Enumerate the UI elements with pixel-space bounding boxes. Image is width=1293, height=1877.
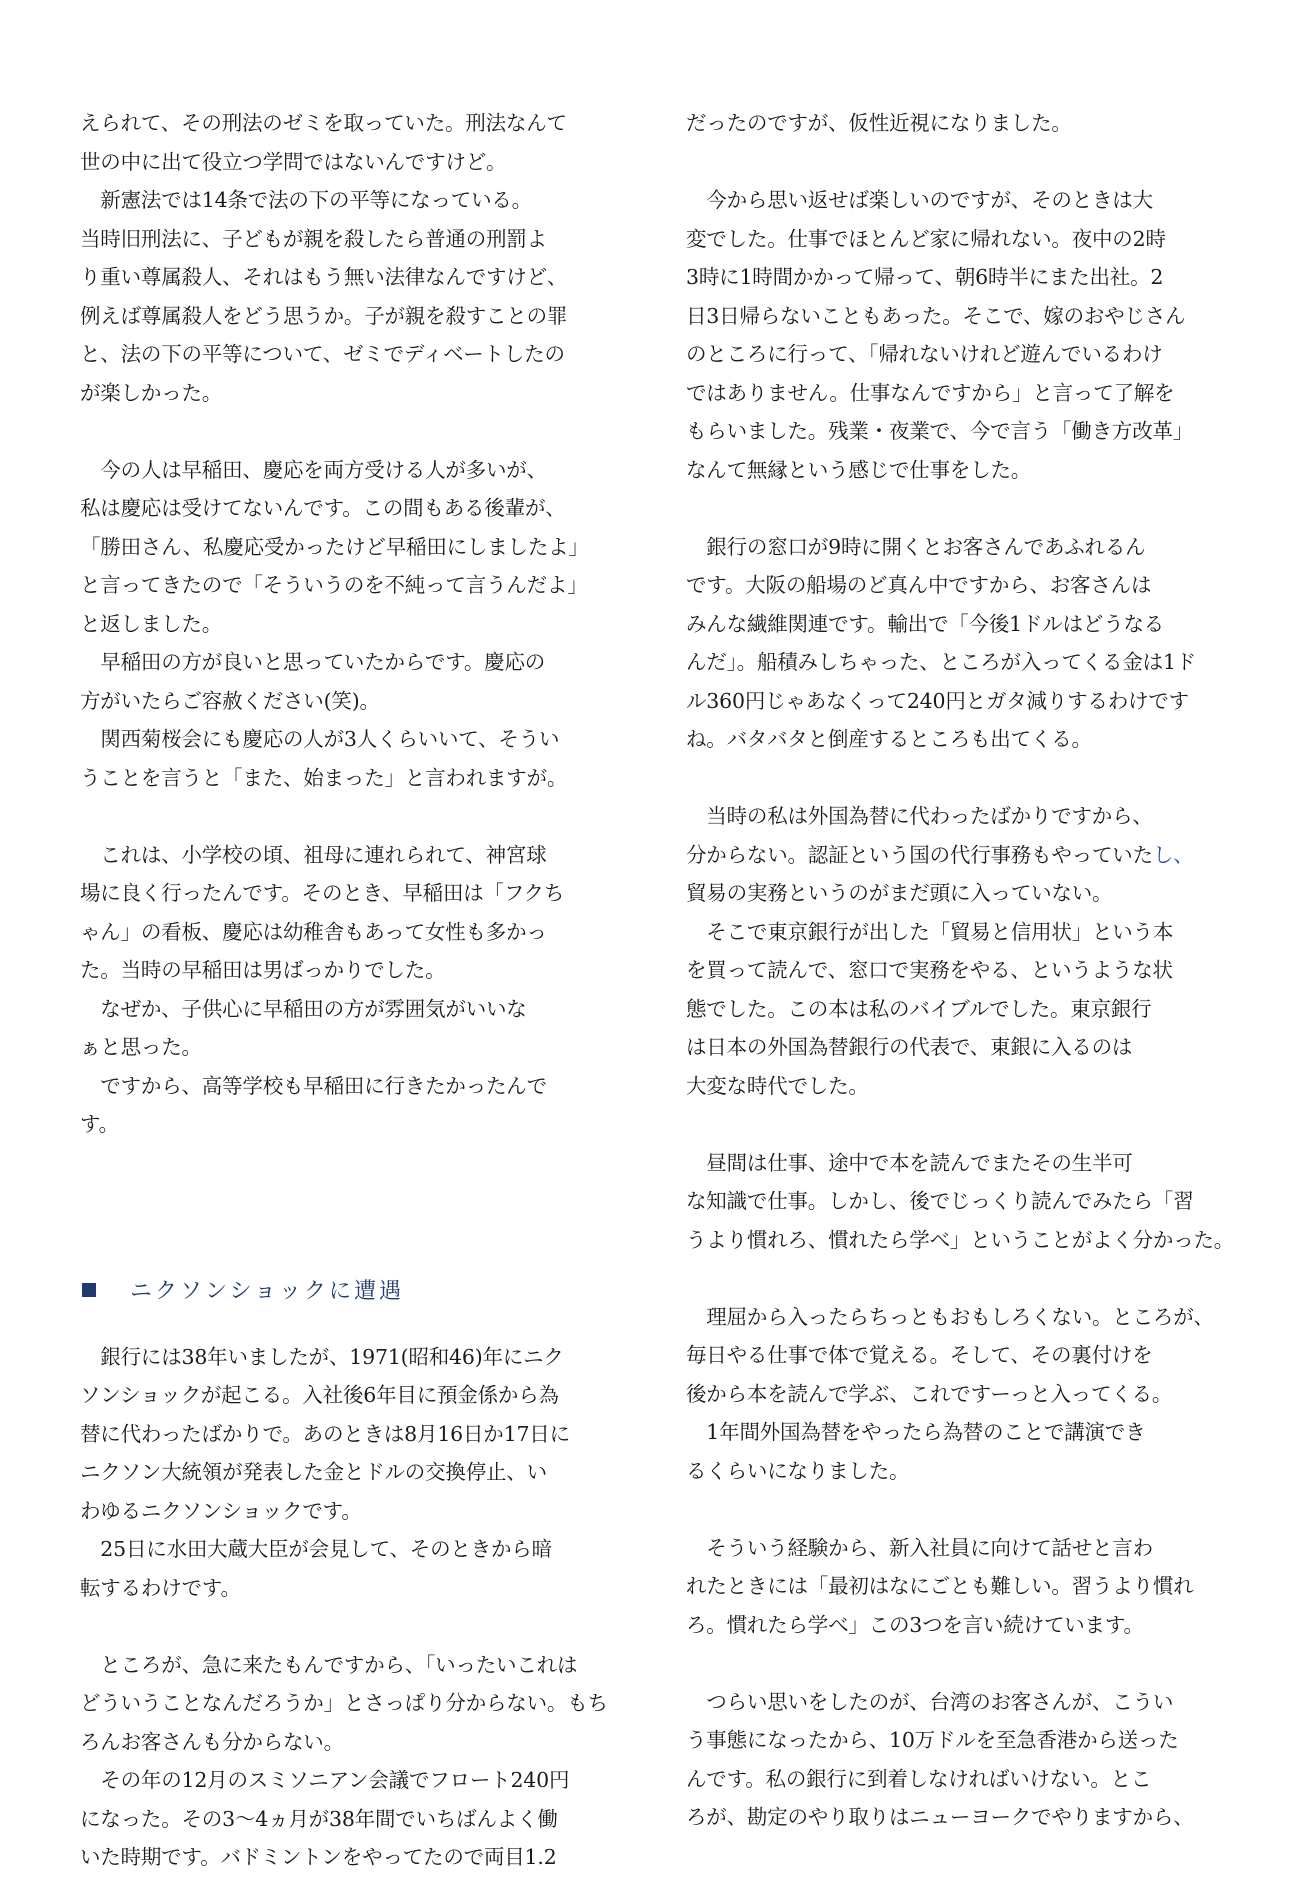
text-line: 銀行には38年いましたが、1971(昭和46)年にニク [80,1344,564,1369]
text-line: ではありません。仕事なんですから」と言って了解を [686,380,1175,405]
text-line: いた時期です。バドミントンをやってたので両目1.2 [80,1845,557,1869]
text-line: 1年間外国為替をやったら為替のことで講演でき [686,1420,1146,1444]
text-line: な知識で仕事。しかし、後でじっくり読んでみたら「習 [686,1189,1194,1213]
text-line: んだ」。船積みしちゃった、ところが入ってくる金は1ド [686,650,1197,674]
text-line: わゆるニクソンショックです。 [80,1498,362,1523]
text-line: るくらいになりました。 [686,1458,910,1483]
spacer [686,1259,1216,1298]
text-line: と返しました。 [80,611,223,636]
text-line: 新憲法では14条で法の下の平等になっている。 [80,188,532,212]
spacer [686,489,1216,528]
text-line: 早稲田の方が良いと思っていたからです。慶応の [80,650,546,674]
text-line: り重い尊属殺人、それはもう無い法律なんですけど、 [80,265,568,289]
section-title: ニクソンショックに遭遇 [130,1279,405,1304]
text-line: 昼間は仕事、途中で本を読んでまたその生半可 [686,1150,1133,1175]
paragraph [686,1144,1235,1260]
right-column [686,104,1235,1837]
text-line: と、法の下の平等について、ゼミでディベートしたの [80,342,565,366]
text-line: 25日に水田大蔵大臣が会見して、そのときから暗 [80,1537,552,1561]
spacer [686,1490,1216,1529]
text-line: なぜか、子供心に早稲田の方が雰囲気がいいな [80,996,527,1021]
text-line: 方がいたらご容赦ください(笑)。 [80,688,380,713]
text-line: ろが、勘定のやり取りはニューヨークでやりますから、 [686,1805,1194,1829]
text-line: ね。バタバタと倒産するところも出てくる。 [686,727,1092,751]
text-line: 銀行の窓口が9時に開くとお客さんであふれるん [686,534,1146,559]
paragraph [686,1298,1216,1491]
text-line: 世の中に出て役立つ学問ではないんですけど。 [80,149,507,174]
paragraph [686,1529,1216,1645]
text-line: 私は慶応は受けてないんです。この間もある後輩が、 [80,496,566,520]
text-line: その年の12月のスミソニアン会議でフロート240円 [80,1768,570,1792]
text-line: です。大阪の船場のど真ん中ですから、お客さんは [686,573,1152,597]
text-line: 後から本を読んで学ぶ、これですーっと入ってくる。 [686,1381,1173,1406]
text-line: れたときには「最初はなにごとも難しい。習うより慣れ [686,1574,1194,1598]
text-line: 大変な時代でした。 [686,1073,869,1098]
text-line: ゃん」の看板、慶応は幼稚舎もあって女性も多かっ [80,919,547,944]
text-line: なんて無縁という感じで仕事をした。 [686,457,1032,482]
text-line [686,836,1216,875]
text-line: 毎日やる仕事で体で覚える。そして、その裏付けを [686,1343,1153,1367]
text-line: ろ。慣れたら学べ」この3つを言い続けています。 [686,1612,1144,1637]
text-line: 例えば尊属殺人をどう思うか。子が親を殺すことの罪 [80,303,568,328]
text-line: 貿易の実務というのがまだ頭に入っていない。 [686,881,1113,905]
spacer [686,759,1216,798]
spacer [80,1144,610,1260]
text-line: えられて、その刑法のゼミを取っていた。刑法なんて [80,111,567,135]
text-segment: 分からない。認証という国の代行事務もやっていた [686,842,1153,867]
text-line: うことを言うと「また、始まった」と言われますが。 [80,765,568,790]
text-line: 3時に1時間かかって帰って、朝6時半にまた出社。2 [686,265,1164,289]
text-line: 場に良く行ったんです。そのとき、早稲田は「フクち [80,881,565,905]
text-line: 今から思い返せば楽しいのですが、そのときは大 [686,188,1153,212]
text-line: す。 [80,1112,119,1136]
text-line: ぁと思った。 [80,1035,202,1059]
text-line: うより慣れろ、慣れたら学べ」ということがよく分かった。 [686,1227,1235,1252]
text-line: と言ってきたので「そういうのを不純って言うんだよ」 [80,573,588,597]
text-line: そういう経験から、新入社員に向けて話せと言わ [686,1535,1153,1560]
text-line: 当時旧刑法に、子どもが親を殺したら普通の刑罰よ [80,226,547,251]
text-line: ところが、急に来たもんですから、「いったいこれは [80,1652,578,1677]
text-line: は日本の外国為替銀行の代表で、東銀に入るのは [686,1035,1133,1059]
paragraph [686,797,1216,1105]
section-heading [80,1260,610,1320]
text-line: つらい思いをしたのが、台湾のお客さんが、こうい [686,1689,1174,1714]
text-line: みんな繊維関連です。輸出で「今後1ドルはどうなる [686,611,1165,636]
text-line: 転するわけです。 [80,1575,241,1600]
text-line: ル360円じゃあなくって240円とガタ減りするわけです [686,688,1189,713]
spacer [80,797,610,836]
paragraph [686,1683,1216,1837]
text-line: もらいました。残業・夜業で、今で言う「働き方改革」 [686,419,1194,443]
text-line: が楽しかった。 [80,380,223,405]
text-line: ソンショックが起こる。入社後6年目に預金係から為 [80,1383,559,1407]
paragraph [80,1338,610,1608]
text-line: 理屈から入ったらちっともおもしろくない。ところが、 [686,1304,1214,1329]
spacer [686,143,1216,182]
text-line: だったのですが、仮性近視になりました。 [686,111,1072,135]
text-line: んです。私の銀行に到着しなければいけない。とこ [686,1766,1152,1791]
text-line: 関西菊桜会にも慶応の人が3人くらいいて、そうい [80,727,560,751]
text-line: ニクソン大統領が発表した金とドルの交換停止、い [80,1460,547,1484]
text-line: ろんお客さんも分からない。 [80,1729,344,1754]
square-bullet-icon [82,1283,96,1297]
text-line: 今の人は早稲田、慶応を両方受ける人が多いが、 [80,457,547,482]
text-line: になった。その3～4ヵ月が38年間でいちばんよく働 [80,1806,558,1831]
spacer [80,1607,610,1646]
text-line: 当時の私は外国為替に代わったばかりですから、 [686,804,1153,828]
text-line: のところに行って、「帰れないけれど遊んでいるわけ [686,342,1163,366]
paragraph [686,181,1216,489]
text-line: を買って読んで、窓口で実務をやる、というような状 [686,958,1173,982]
text-line: う事態になったから、10万ドルを至急香港から送った [686,1728,1179,1752]
spacer [80,412,610,451]
paragraph [80,451,610,798]
text-line: そこで東京銀行が出した「貿易と信用状」という本 [686,919,1174,944]
text-line: これは、小学校の頃、祖母に連れられて、神宮球 [80,842,547,867]
text-line: 日3日帰らないこともあった。そこで、嫁のおやじさん [686,303,1186,328]
paragraph [686,104,1216,143]
spacer [686,1644,1216,1683]
highlighted-text: し、 [1152,842,1194,867]
text-line: 「勝田さん、私慶応受かったけど早稲田にしましたよ」 [80,534,589,559]
spacer [686,1105,1216,1144]
text-line: どういうことなんだろうか」とさっぱり分からない。もち [80,1691,608,1715]
paragraph [80,1646,610,1877]
paragraph [80,104,610,412]
text-line: ですから、高等学校も早稲田に行きたかったんで [80,1073,547,1098]
text-line: た。当時の早稲田は男ばっかりでした。 [80,958,446,982]
paragraph [686,528,1216,759]
text-line: 替に代わったばかりで。あのときは8月16日か17日に [80,1421,570,1446]
text-line: 態でした。この本は私のバイブルでした。東京銀行 [686,996,1152,1021]
paragraph [80,836,610,1144]
text-line: 変でした。仕事でほとんど家に帰れない。夜中の2時 [686,226,1166,251]
left-column [80,104,610,1877]
